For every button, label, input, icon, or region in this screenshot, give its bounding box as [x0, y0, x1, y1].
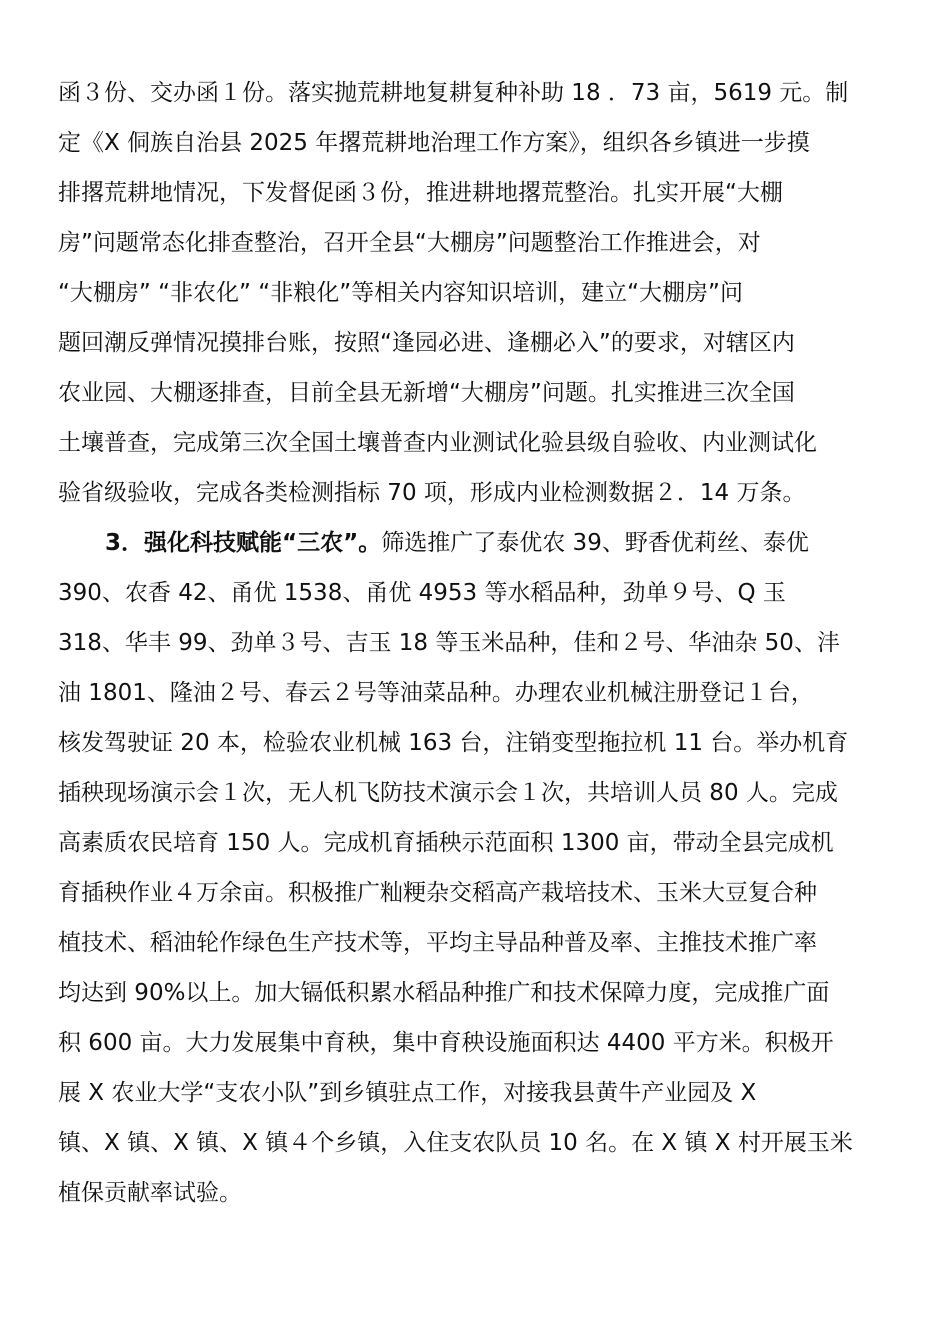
section-3-line-12: 展 X 农业大学“支农小队”到乡镇驻点工作，对接我县黄牛产业园及 X [58, 1080, 757, 1106]
text-line-8: 土壤普查，完成第三次全国土壤普查内业测试化验县级自验收、内业测试化 [58, 430, 817, 456]
section-3-line-4: 油 1801、隆油２号、春云２号等油菜品种。办理农业机械注册登记１台， [58, 680, 814, 706]
text-line-9: 验省级验收，完成各类检测指标 70 项，形成内业检测数据２．14 万条。 [58, 480, 806, 506]
section-3-line-6: 插秧现场演示会１次，无人机飞防技术演示会１次，共培训人员 80 人。完成 [58, 780, 838, 806]
section-3-line-13: 镇、X 镇、X 镇、X 镇４个乡镇，入住支农队员 10 名。在 X 镇 X 村开展玉米 [58, 1130, 853, 1156]
section-3-line-14: 植保贡献率试验。 [58, 1180, 242, 1206]
document-body [58, 68, 898, 1218]
section-3-heading: 3．强化科技赋能“三农”。 [105, 530, 382, 556]
section-3-line-2: 390、农香 42、甬优 1538、甬优 4953 等水稻品种，劲单９号、Q 玉 [58, 580, 786, 606]
section-3-line-3: 318、华丰 99、劲单３号、吉玉 18 等玉米品种，佳和２号、华油杂 50、沣 [58, 630, 840, 656]
text-line-7: 农业园、大棚逐排查，目前全县无新增“大棚房”问题。扎实推进三次全国 [58, 380, 795, 406]
section-3-line-8: 育插秧作业４万余亩。积极推广籼粳杂交稻高产栽培技术、玉米大豆复合种 [58, 880, 817, 906]
section-3-line-7: 高素质农民培育 150 人。完成机育插秧示范面积 1300 亩，带动全县完成机 [58, 830, 834, 856]
section-3-line-9: 植技术、稻油轮作绿色生产技术等，平均主导品种普及率、主推技术推广率 [58, 930, 817, 956]
text-line-5: “大棚房” “非农化” “非粮化”等相关内容知识培训，建立“大棚房”问 [58, 280, 743, 306]
text-line-1: 函３份、交办函１份。落实抛荒耕地复耕复种补助 18 ．73 亩，5619 元。制 [58, 80, 849, 106]
section-3-first-line-text: 筛选推广了泰优农 39、野香优莉丝、泰优 [381, 530, 809, 556]
text-line-2: 定《X 侗族自治县 2025 年撂荒耕地治理工作方案》，组织各乡镇进一步摸 [58, 130, 810, 156]
text-line-4: 房”问题常态化排查整治，召开全县“大棚房”问题整治工作推进会，对 [58, 230, 761, 256]
section-3-line-10: 均达到 90%以上。加大镉低积累水稻品种推广和技术保障力度，完成推广面 [58, 980, 830, 1006]
text-line-6: 题回潮反弹情况摸排台账，按照“逢园必进、逢棚必入”的要求，对辖区内 [58, 330, 795, 356]
section-3-first-line [58, 518, 898, 568]
section-3-line-11: 积 600 亩。大力发展集中育秧，集中育秧设施面积达 4400 平方米。积极开 [58, 1030, 834, 1056]
section-3-line-5: 核发驾驶证 20 本，检验农业机械 163 台，注销变型拖拉机 11 台。举办机育 [58, 730, 849, 756]
text-line-3: 排撂荒耕地情况，下发督促函３份，推进耕地撂荒整治。扎实开展“大棚 [58, 180, 783, 206]
